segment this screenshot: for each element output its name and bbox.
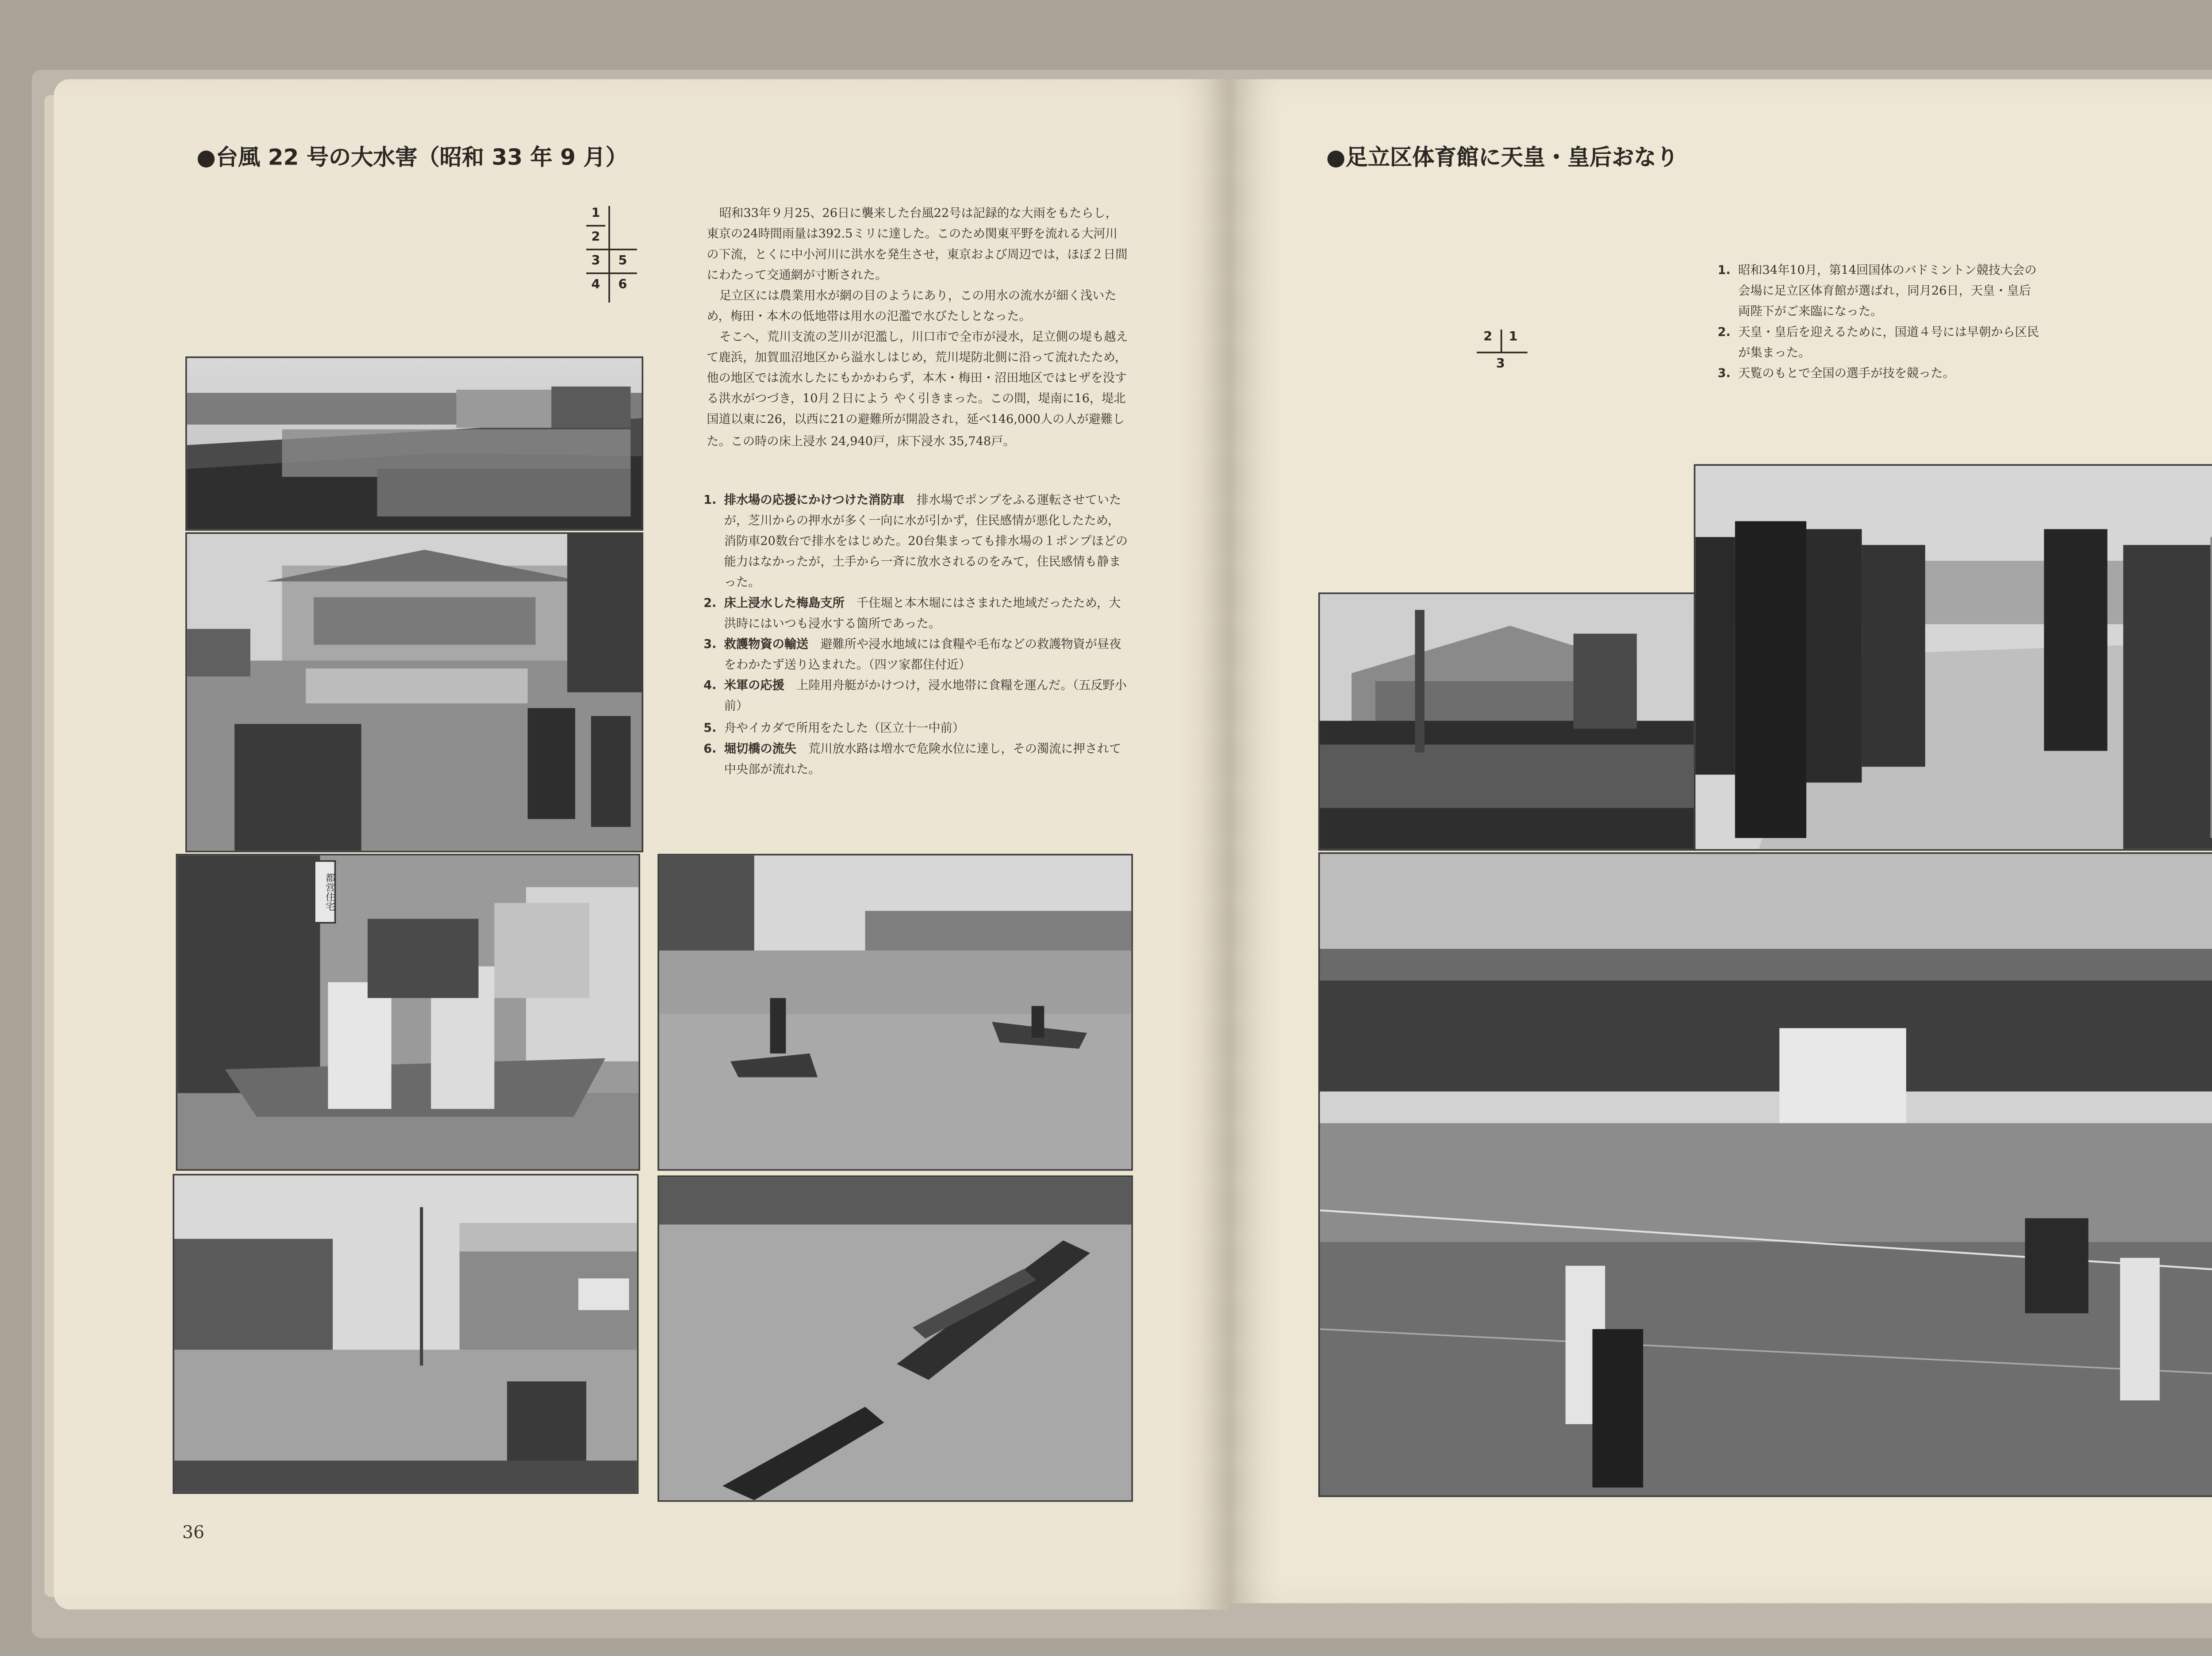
photo-badminton-in-gym bbox=[1318, 852, 2212, 1497]
caption-title: 米軍の応援 bbox=[724, 678, 784, 693]
caption-number: 3. bbox=[703, 637, 717, 652]
body-paragraph: 足立区には農業用水が網の目のようにあり，この用水の流水が細く浅いため，梅田・本木の低地帯は用水の氾濫で水びたしとなった。 bbox=[707, 288, 1117, 324]
right-page-title: ●足立区体育館に天皇・皇后おなり bbox=[1326, 146, 1678, 171]
caption-item bbox=[703, 737, 1131, 778]
layout-key-3: 3 bbox=[591, 253, 600, 268]
caption-text: 天皇・皇后を迎えるために，国道４号には早朝から区民が集まった。 bbox=[1738, 325, 2039, 360]
caption-text: 上陸用舟艇がかけつけ，浸水地帯に食糧を運んだ。（五反野小前） bbox=[724, 678, 1127, 714]
caption-text: 昭和34年10月，第14回国体のバドミントン競技大会の会場に足立区体育館が選ばれ，同月26日，天皇・皇后両陛下がご来臨になった。 bbox=[1738, 263, 2037, 319]
photo-horikiri-bridge-collapse bbox=[657, 1176, 1133, 1502]
photo-boats-and-rafts bbox=[657, 854, 1133, 1170]
caption-title: 排水場の応援にかけつけた消防車 bbox=[724, 492, 905, 507]
photo-crowd-on-route-4 bbox=[1318, 593, 1695, 851]
caption-item bbox=[703, 634, 1131, 675]
layout-key-4: 4 bbox=[591, 277, 600, 292]
caption-number: 2. bbox=[1717, 325, 1731, 339]
photo-layout-key bbox=[583, 206, 646, 310]
photo-flooded-branch-office bbox=[185, 532, 643, 852]
caption-text: 避難所や浸水地域には食糧や毛布などの救護物資が昼夜をわかたず送り込まれた。（四ツ家都住付近） bbox=[724, 637, 1121, 672]
layout-key-1: 1 bbox=[591, 206, 600, 220]
body-paragraph: そこへ，荒川支流の芝川が氾濫し，川口市で全市が浸水，足立側の堤も越えて鹿浜，加賀皿沼地区から溢水しはじめ，荒川堤防北側に沿って流れたため，他の地区では流水したにもかかわらず，本木・梅田・沼田地区ではヒザを没する洪水がつづき，10月２日によう やく引きまった。この間，堤南に16，堤北国道以東に26，以西に21の避難所が開設され，延べ146,000人の人が避難した。この時の床上浸水 24,940戸，床下浸水 35,748戸。 bbox=[707, 330, 1128, 448]
photo-emperor-empress-arrival bbox=[1694, 464, 2212, 851]
caption-number: 2. bbox=[703, 596, 717, 610]
caption-number: 3. bbox=[1717, 366, 1731, 381]
body-paragraph: 昭和33年９月25、26日に襲来した台風22号は記録的な大雨をもたらし，東京の24時間雨量は392.5ミリに達した。このため関東平野を流れる大河川の下流，とくに中小河川に洪水を発生させ，東京および周辺では，ほぼ２日間にわたって交通網が寸断された。 bbox=[707, 206, 1128, 283]
caption-item bbox=[1717, 260, 2041, 322]
layout-key-2: 2 bbox=[591, 230, 600, 244]
layout-key-6: 6 bbox=[618, 277, 627, 292]
caption-number: 6. bbox=[703, 740, 717, 755]
caption-title: 床上浸水した梅島支所 bbox=[724, 596, 845, 610]
photo-fire-trucks bbox=[185, 356, 643, 531]
caption-number: 4. bbox=[703, 678, 717, 693]
caption-item bbox=[1717, 322, 2041, 363]
layout-key-2: 2 bbox=[1483, 329, 1493, 344]
caption-item bbox=[1717, 363, 2041, 384]
left-page-title: ●台風 22 号の大水害（昭和 33 年 9 月） bbox=[196, 146, 628, 171]
caption-text: 舟やイカダで所用をたした（区立十一中前） bbox=[724, 720, 964, 735]
caption-item bbox=[703, 675, 1131, 717]
caption-text: 千住堀と本木堀にはさまれた地域だったため，大洪時にはいつも浸水する箇所であった。 bbox=[724, 596, 1121, 631]
caption-item bbox=[703, 717, 1131, 738]
left-captions bbox=[703, 490, 1131, 779]
caption-number: 1. bbox=[703, 492, 717, 507]
caption-title: 堀切橋の流失 bbox=[724, 740, 796, 755]
caption-item bbox=[703, 490, 1131, 593]
layout-key-3: 3 bbox=[1496, 356, 1505, 371]
caption-number: 5. bbox=[703, 720, 717, 735]
caption-title: 救護物資の輸送 bbox=[724, 637, 809, 652]
layout-key-5: 5 bbox=[618, 253, 627, 268]
left-body-text bbox=[707, 203, 1128, 451]
caption-text: 排水場でポンプをふる運転させていたが，芝川からの押水が多く一向に水が引かず，住民感情が悪化したため，消防車20数台で排水をはじめた。20台集まっても排水場の１ポンプほどの能力はなかったが，土手から一斉に放水されるのをみて，住民感情も静まった。 bbox=[724, 492, 1128, 590]
caption-number: 1. bbox=[1717, 263, 1731, 277]
left-page-number: 36 bbox=[182, 1522, 205, 1543]
caption-item bbox=[703, 593, 1131, 634]
photo-layout-key-right bbox=[1474, 330, 1537, 383]
photo-flooded-street bbox=[173, 1174, 638, 1494]
right-captions bbox=[1717, 260, 2041, 383]
caption-text: 天覧のもとで全国の選手が技を競った。 bbox=[1738, 366, 1955, 381]
layout-key-1: 1 bbox=[1509, 329, 1518, 344]
caption-text: 荒川放水路は増水で危険水位に達し，その濁流に押されて中央部が流れた。 bbox=[724, 740, 1121, 776]
sign-municipal-housing: 都営住宅 bbox=[314, 860, 336, 924]
photo-relief-supplies-boat bbox=[176, 854, 640, 1170]
